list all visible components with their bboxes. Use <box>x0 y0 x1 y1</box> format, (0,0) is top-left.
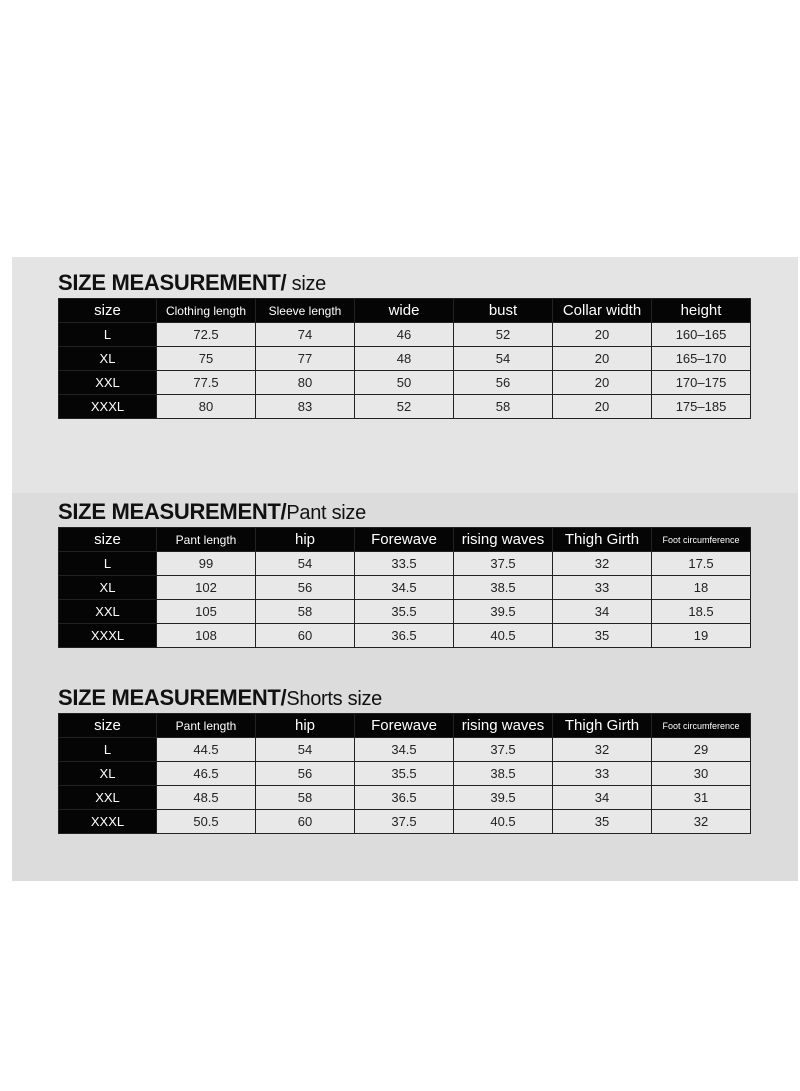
table-cell: 54 <box>256 738 355 762</box>
header-pant-length: Pant length <box>157 714 256 738</box>
table-cell: 56 <box>256 576 355 600</box>
table-cell: 40.5 <box>454 810 553 834</box>
header-rising-waves: rising waves <box>454 714 553 738</box>
table-cell: 29 <box>652 738 751 762</box>
table-cell: 34 <box>553 600 652 624</box>
table-cell: 102 <box>157 576 256 600</box>
shorts-title-sub: Shorts size <box>286 688 383 710</box>
table-row <box>59 762 751 786</box>
table-cell: 33 <box>553 762 652 786</box>
table-cell: 60 <box>256 810 355 834</box>
table-cell: 72.5 <box>157 323 256 347</box>
table-cell: 35 <box>553 624 652 648</box>
table-cell: 34.5 <box>355 738 454 762</box>
table-cell: 83 <box>256 395 355 419</box>
table-cell: 165–170 <box>652 347 751 371</box>
size-cell: L <box>59 738 157 762</box>
table-cell: 36.5 <box>355 786 454 810</box>
table-row <box>59 786 751 810</box>
table-cell: 31 <box>652 786 751 810</box>
table-cell: 48.5 <box>157 786 256 810</box>
table-row <box>59 738 751 762</box>
table-cell: 20 <box>553 395 652 419</box>
size-cell: XL <box>59 762 157 786</box>
tops-size-table <box>58 298 751 419</box>
table-cell: 37.5 <box>454 738 553 762</box>
table-row <box>59 552 751 576</box>
table-cell: 77 <box>256 347 355 371</box>
table-row <box>59 323 751 347</box>
header-wide: wide <box>355 299 454 323</box>
table-cell: 75 <box>157 347 256 371</box>
pants-title-main: SIZE MEASUREMENT/ <box>58 499 287 524</box>
table-cell: 34.5 <box>355 576 454 600</box>
table-cell: 38.5 <box>454 762 553 786</box>
table-cell: 56 <box>256 762 355 786</box>
size-cell: XXXL <box>59 395 157 419</box>
table-cell: 48 <box>355 347 454 371</box>
size-cell: XXL <box>59 371 157 395</box>
table-row <box>59 600 751 624</box>
table-cell: 34 <box>553 786 652 810</box>
size-cell: XXL <box>59 600 157 624</box>
table-cell: 58 <box>454 395 553 419</box>
table-cell: 99 <box>157 552 256 576</box>
header-height: height <box>652 299 751 323</box>
table-row <box>59 395 751 419</box>
table-cell: 58 <box>256 786 355 810</box>
table-row <box>59 576 751 600</box>
header-size: size <box>59 299 157 323</box>
table-cell: 170–175 <box>652 371 751 395</box>
table-cell: 77.5 <box>157 371 256 395</box>
size-cell: XL <box>59 576 157 600</box>
table-cell: 46.5 <box>157 762 256 786</box>
pants-title <box>58 497 750 527</box>
shorts-size-table <box>58 713 751 834</box>
table-cell: 108 <box>157 624 256 648</box>
size-cell: L <box>59 323 157 347</box>
header-hip: hip <box>256 528 355 552</box>
header-size: size <box>59 528 157 552</box>
table-cell: 19 <box>652 624 751 648</box>
size-cell: XXL <box>59 786 157 810</box>
table-cell: 80 <box>157 395 256 419</box>
table-cell: 37.5 <box>454 552 553 576</box>
size-cell: XL <box>59 347 157 371</box>
table-cell: 32 <box>553 552 652 576</box>
pants-title-sub: Pant size <box>286 502 366 524</box>
table-cell: 18 <box>652 576 751 600</box>
table-cell: 36.5 <box>355 624 454 648</box>
table-row <box>59 347 751 371</box>
table-cell: 20 <box>553 371 652 395</box>
table-cell: 52 <box>355 395 454 419</box>
header-sleeve-length: Sleeve length <box>256 299 355 323</box>
table-cell: 17.5 <box>652 552 751 576</box>
table-cell: 105 <box>157 600 256 624</box>
table-cell: 40.5 <box>454 624 553 648</box>
table-cell: 32 <box>652 810 751 834</box>
header-rising-waves: rising waves <box>454 528 553 552</box>
table-cell: 39.5 <box>454 786 553 810</box>
size-cell: L <box>59 552 157 576</box>
table-cell: 20 <box>553 347 652 371</box>
table-cell: 35 <box>553 810 652 834</box>
shorts-title-main: SIZE MEASUREMENT/ <box>58 685 287 710</box>
header-collar-width: Collar width <box>553 299 652 323</box>
size-cell: XXXL <box>59 810 157 834</box>
tops-section <box>58 268 750 419</box>
size-cell: XXXL <box>59 624 157 648</box>
table-cell: 80 <box>256 371 355 395</box>
table-cell: 35.5 <box>355 600 454 624</box>
table-cell: 54 <box>454 347 553 371</box>
table-cell: 33 <box>553 576 652 600</box>
header-foot-circumference: Foot circumference <box>652 714 751 738</box>
table-cell: 33.5 <box>355 552 454 576</box>
table-header-row <box>59 299 751 323</box>
header-bust: bust <box>454 299 553 323</box>
table-cell: 32 <box>553 738 652 762</box>
table-cell: 52 <box>454 323 553 347</box>
table-cell: 50 <box>355 371 454 395</box>
tops-title <box>58 268 750 298</box>
table-cell: 18.5 <box>652 600 751 624</box>
table-cell: 175–185 <box>652 395 751 419</box>
table-cell: 38.5 <box>454 576 553 600</box>
table-cell: 20 <box>553 323 652 347</box>
table-cell: 160–165 <box>652 323 751 347</box>
table-cell: 54 <box>256 552 355 576</box>
table-cell: 35.5 <box>355 762 454 786</box>
table-cell: 46 <box>355 323 454 347</box>
header-pant-length: Pant length <box>157 528 256 552</box>
table-row <box>59 371 751 395</box>
shorts-title <box>58 683 750 713</box>
pants-section <box>58 497 750 648</box>
shorts-section <box>58 683 750 834</box>
header-thigh-girth: Thigh Girth <box>553 714 652 738</box>
header-foot-circumference: Foot circumference <box>652 528 751 552</box>
header-clothing-length: Clothing length <box>157 299 256 323</box>
table-cell: 58 <box>256 600 355 624</box>
pants-size-table <box>58 527 751 648</box>
header-forewave: Forewave <box>355 714 454 738</box>
table-cell: 60 <box>256 624 355 648</box>
table-cell: 39.5 <box>454 600 553 624</box>
header-forewave: Forewave <box>355 528 454 552</box>
table-cell: 37.5 <box>355 810 454 834</box>
header-thigh-girth: Thigh Girth <box>553 528 652 552</box>
table-row <box>59 624 751 648</box>
header-hip: hip <box>256 714 355 738</box>
table-header-row <box>59 714 751 738</box>
table-header-row <box>59 528 751 552</box>
tops-title-sub: size <box>286 273 326 295</box>
table-cell: 74 <box>256 323 355 347</box>
table-cell: 50.5 <box>157 810 256 834</box>
table-cell: 56 <box>454 371 553 395</box>
table-row <box>59 810 751 834</box>
header-size: size <box>59 714 157 738</box>
tops-title-main: SIZE MEASUREMENT/ <box>58 270 287 295</box>
table-cell: 30 <box>652 762 751 786</box>
table-cell: 44.5 <box>157 738 256 762</box>
